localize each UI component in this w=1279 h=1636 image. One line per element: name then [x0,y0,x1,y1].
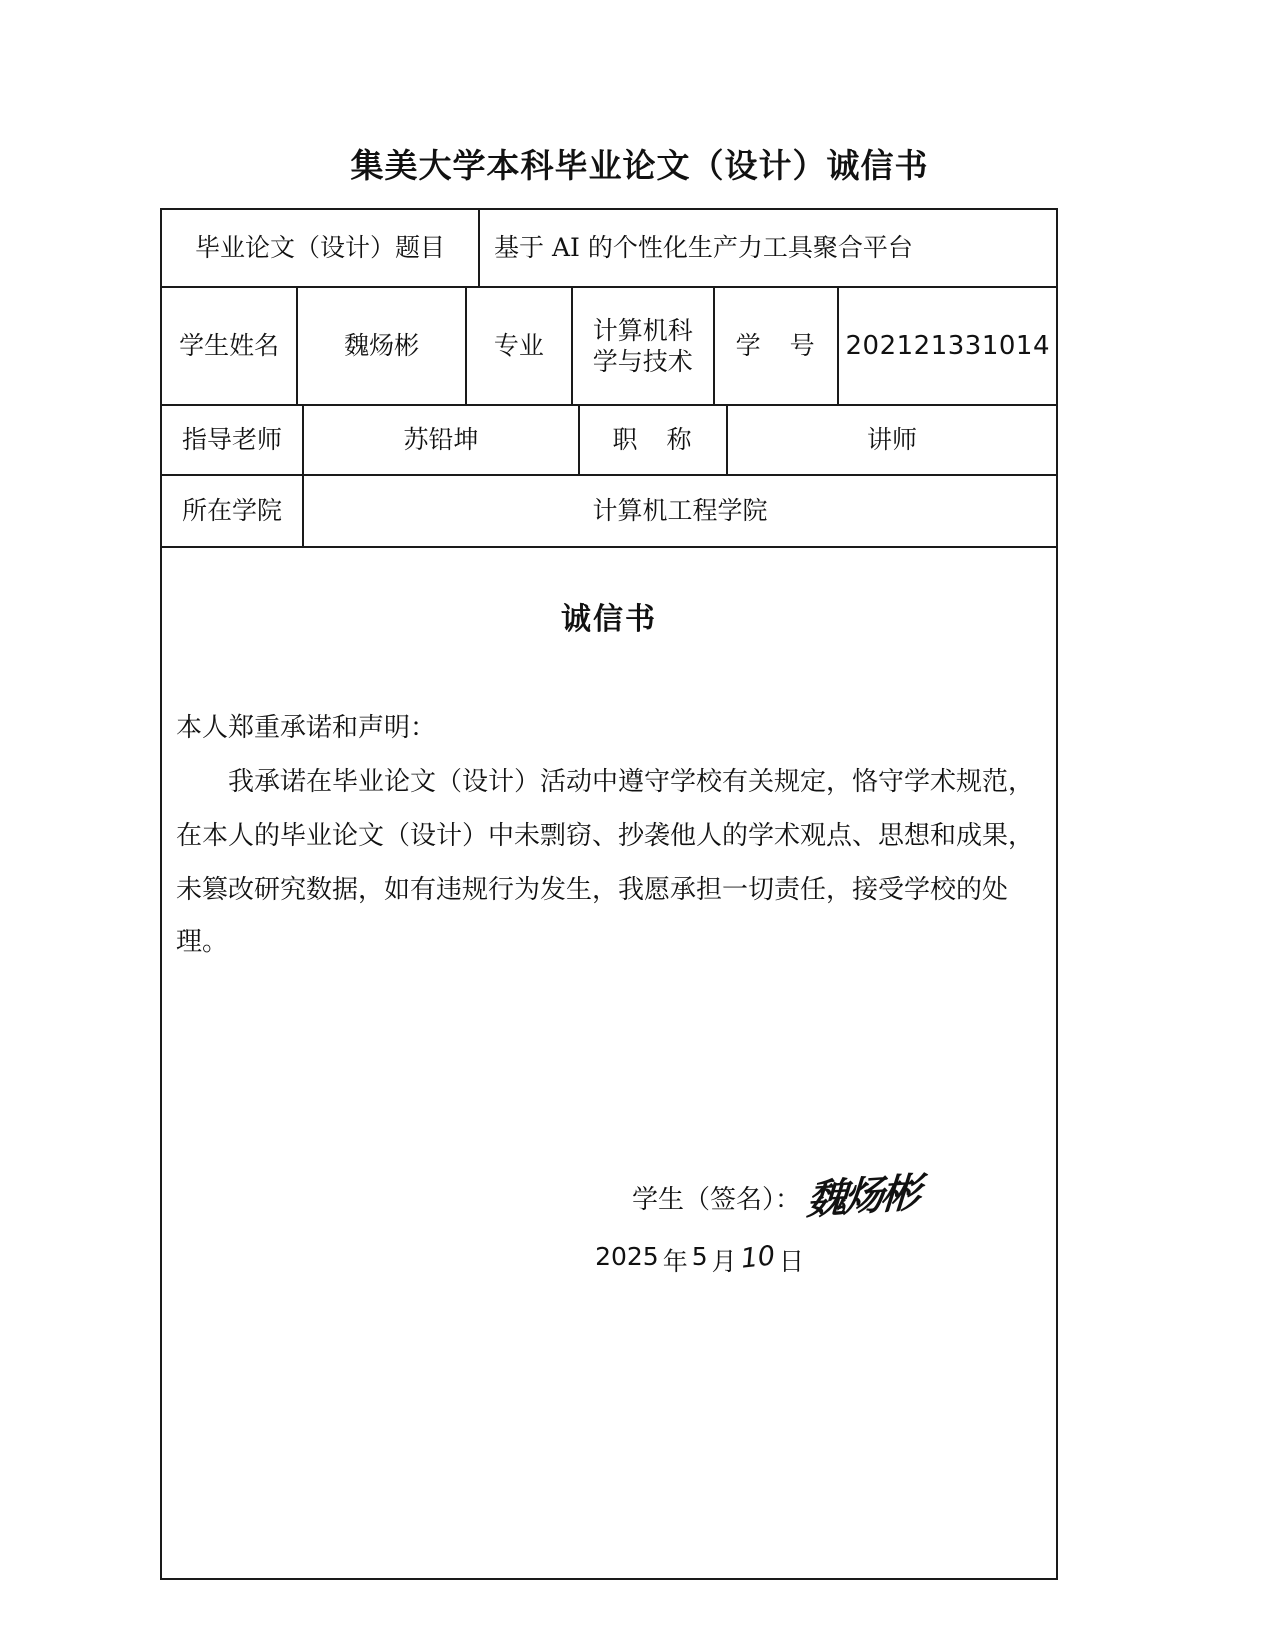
date-year-unit: 年 [662,1247,688,1276]
statement-paragraph-line2: 在本人的毕业论文（设计）中未剽窃、抄袭他人的学术观点、思想和成果， [176,821,1035,851]
student-id-label: 学 号 [715,288,840,404]
table-row-advisor [162,406,1056,476]
signature-date [162,1242,1056,1278]
title-rank-label: 职 称 [580,406,728,474]
signature-area [162,1165,1056,1278]
statement-paragraph-line1: 我承诺在毕业论文（设计）活动中遵守学校有关规定，恪守学术规范， [228,767,1035,797]
thesis-title-label: 毕业论文（设计）题目 [162,210,480,286]
college-label: 所在学院 [162,476,304,546]
date-month-unit: 月 [711,1247,737,1276]
advisor-value: 苏铅坤 [304,406,580,474]
major-value [573,288,715,404]
date-day: 10 [738,1240,777,1275]
student-name-value: 魏炀彬 [298,288,467,404]
thesis-title-value: 基于 AI 的个性化生产力工具聚合平台 [494,233,913,263]
signature-line [162,1165,1056,1225]
info-form-table [160,208,1058,1580]
major-label: 专业 [467,288,573,404]
statement-lead: 本人郑重承诺和声明： [176,713,437,743]
advisor-label: 指导老师 [162,406,304,474]
table-row-college [162,476,1056,548]
signature-handwriting: 魏炀彬 [805,1169,920,1225]
major-value-line2: 学与技术 [592,347,693,376]
date-day-unit: 日 [778,1247,804,1276]
statement-body [162,702,1056,968]
signature-label: 学生（签名）： [631,1185,801,1215]
table-row-student-info [162,288,1056,406]
student-name-label: 学生姓名 [162,288,298,404]
table-row-thesis-title [162,210,1056,288]
college-value: 计算机工程学院 [592,496,768,526]
statement-section [162,548,1056,1578]
page-title: 集美大学本科毕业论文（设计）诚信书 [350,146,929,185]
major-value-line1: 计算机科 [592,315,693,345]
statement-paragraph-line3: 未篡改研究数据，如有违规行为发生，我愿承担一切责任，接受学校的处理。 [176,875,1009,957]
date-month: 5 [691,1242,708,1271]
statement-heading: 诚信书 [561,602,657,637]
student-id-value: 202121331014 [845,330,1050,361]
date-year: 2025 [595,1242,659,1271]
title-rank-value: 讲师 [866,425,917,455]
